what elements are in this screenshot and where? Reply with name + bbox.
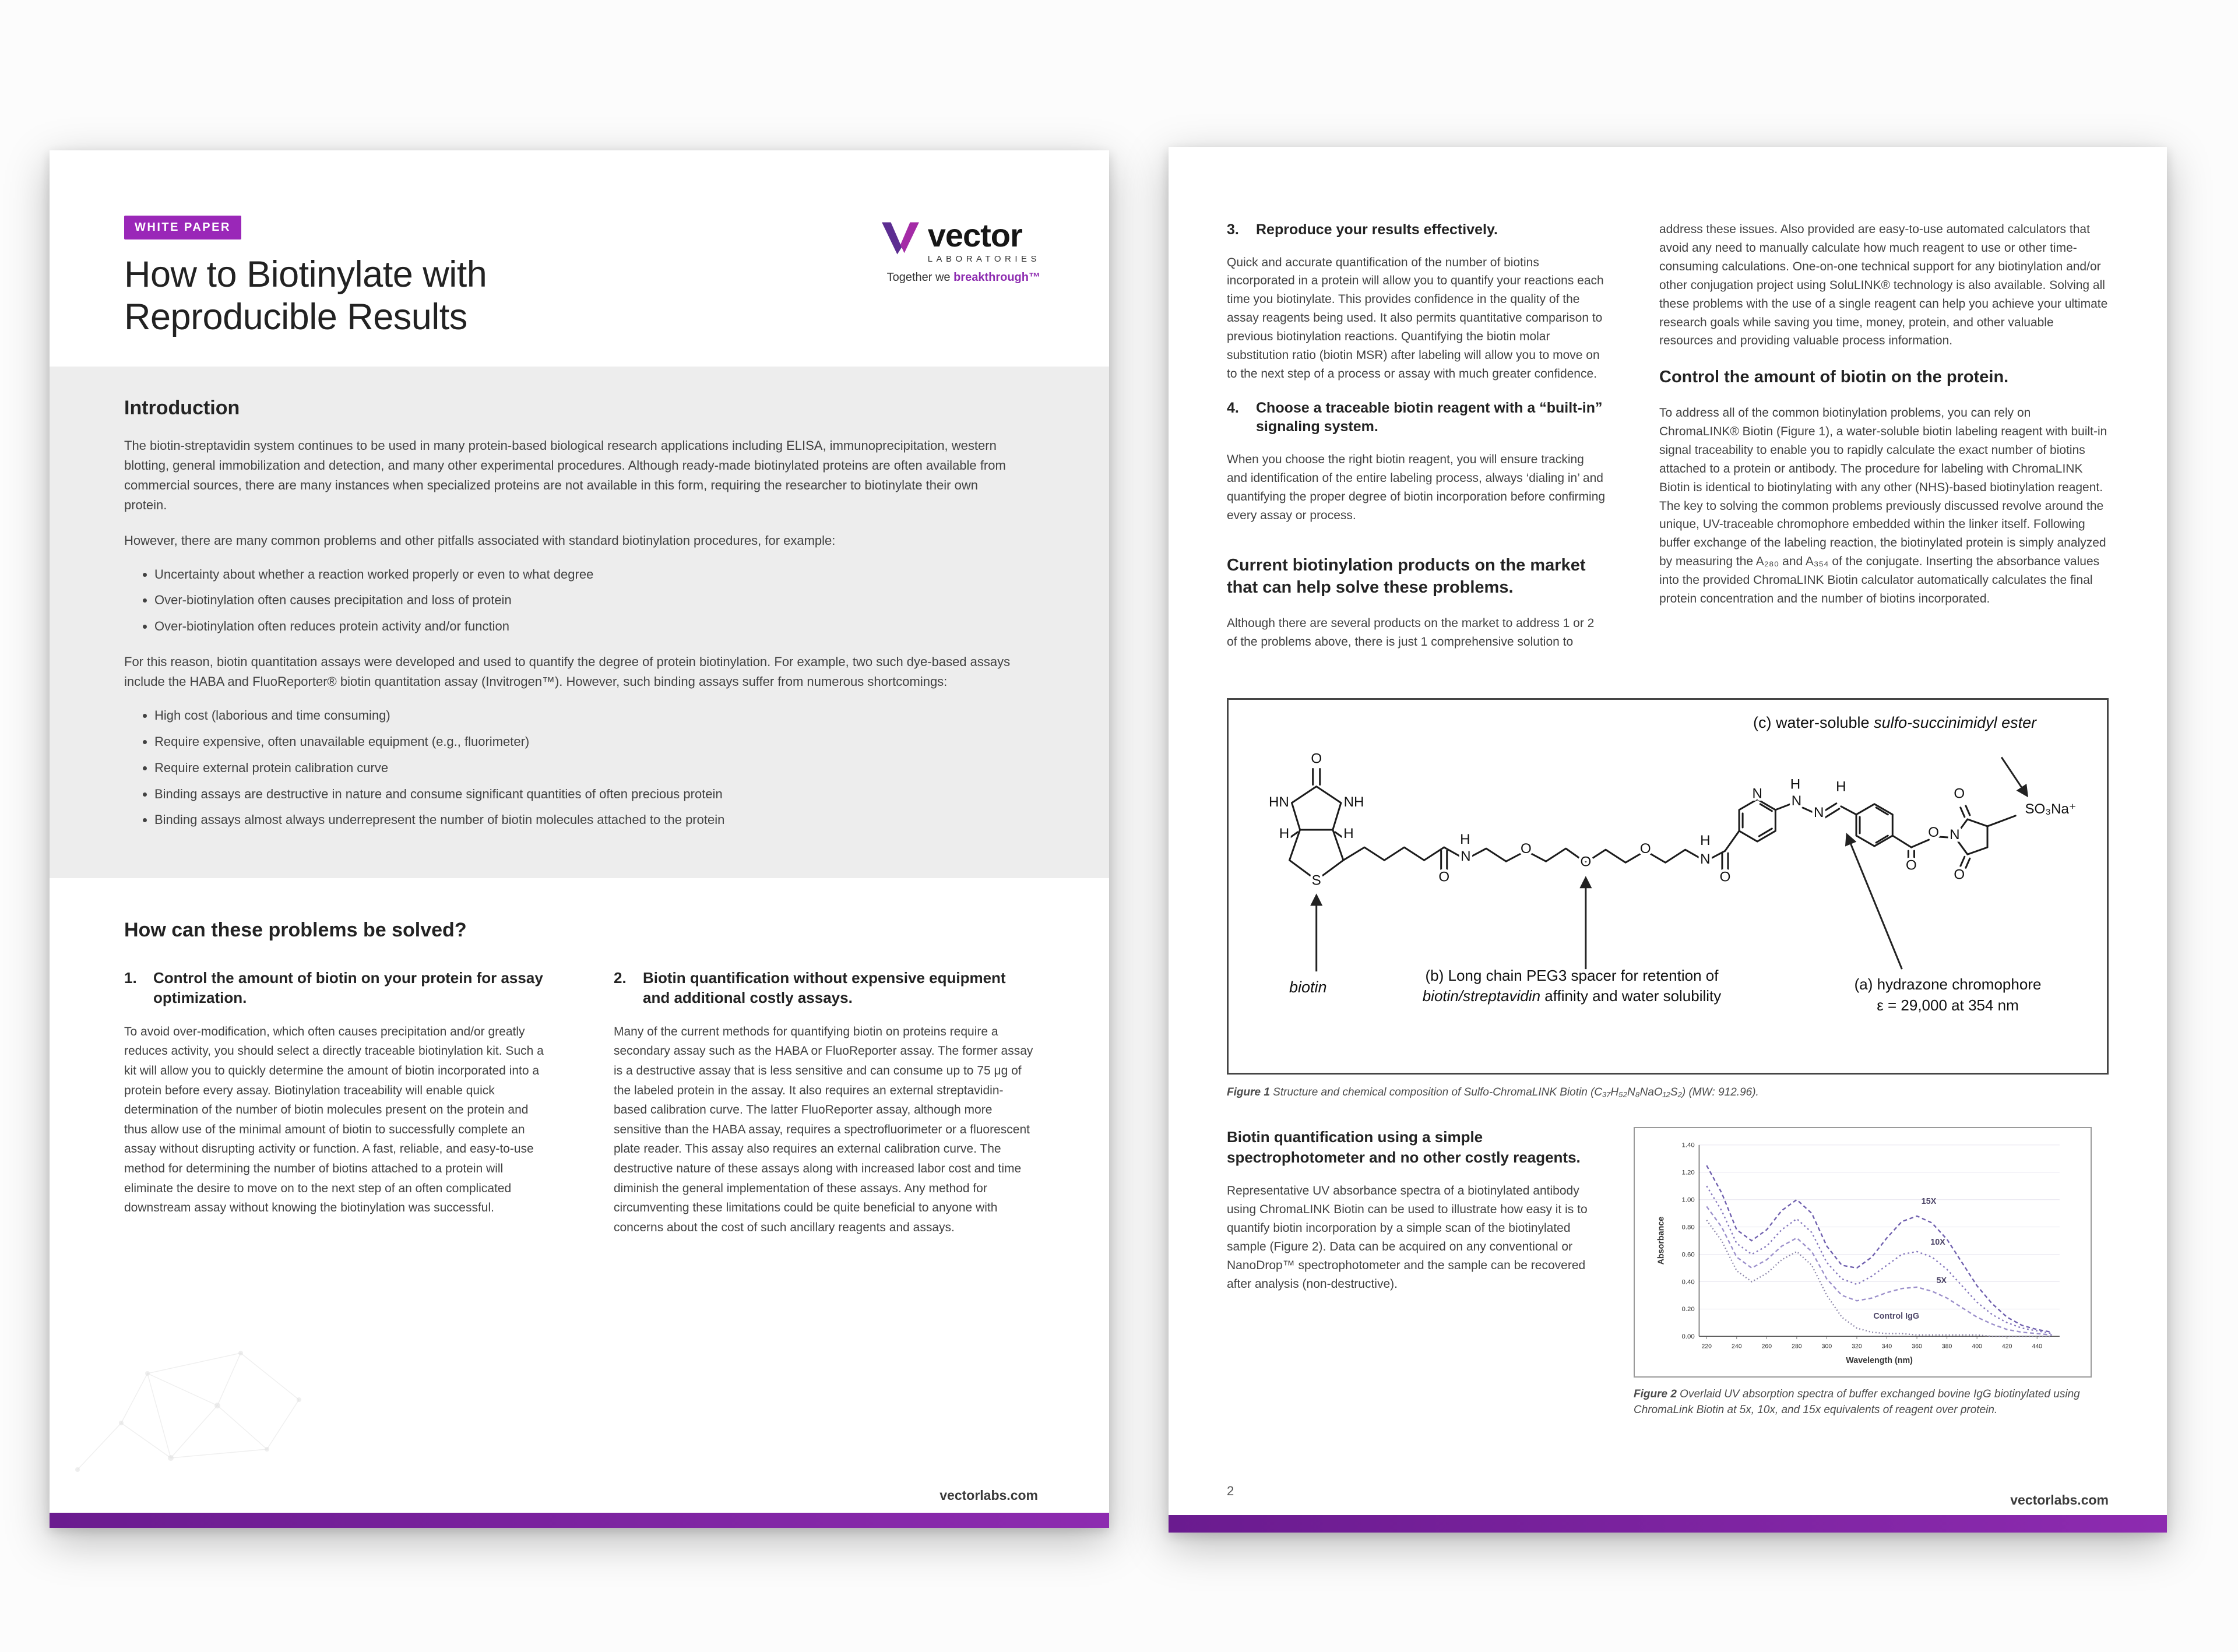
svg-text:O: O	[1954, 866, 1965, 883]
title-block	[124, 216, 695, 339]
svg-text:N: N	[1752, 786, 1762, 802]
solution-1-title: Control the amount of biotin on your protein for assay optimization.	[153, 969, 543, 1006]
annotation-biotin: biotin	[1289, 978, 1327, 996]
svg-text:1.00: 1.00	[1681, 1196, 1695, 1204]
svg-text:N: N	[1791, 792, 1802, 809]
annotation-a-hydrazone	[1821, 974, 2075, 1016]
page2-top-columns	[1169, 147, 2167, 667]
svg-text:H: H	[1343, 825, 1354, 841]
intro-paragraph-3: For this reason, biotin quantitation assays were developed and used to quantify the degree of protein biotinylation. For example, two such dye-based assays include the HABA and FluoReporter® biotin quantitation assay (Invitrogen™). However, such binding assays suffer from numerous shortcomings:	[124, 654, 1011, 689]
svg-text:S: S	[1311, 872, 1321, 889]
page1-header	[50, 150, 1109, 339]
list-item: • Uncertainty about whether a reaction worked properly or even to what degree	[154, 566, 1022, 584]
page2-left-column	[1227, 220, 1606, 667]
svg-text:240: 240	[1732, 1343, 1742, 1350]
page2-bottom-section	[1227, 1127, 2109, 1418]
svg-text:SO₃Na⁺: SO₃Na⁺	[2025, 801, 2077, 817]
market-products-heading: Current biotinylation products on the market that can help solve these problems.	[1227, 556, 1586, 597]
continuation-paragraph: address these issues. Also provided are easy-to-use automated calculators that avoid any need to manually calculate how much reagent to use or other time-consuming calculations. One-on-one technical support for any biotinylation and/or other conjugation project using SoluLINK® technology is also available. Solving all these problems with the use of a single reagent can help you achieve your ultimate research goals while saving you time, money, protein, and other valuable resources and providing valuable process information.	[1659, 223, 2108, 348]
footer-url: vectorlabs.com	[939, 1488, 1038, 1503]
svg-text:N: N	[1950, 826, 1960, 843]
list-item: • Over-biotinylation often reduces protein activity and/or function	[154, 618, 1022, 636]
list-item: • Binding assays almost always underrepresent the number of biotin molecules attached to the protein	[154, 811, 1022, 829]
annotation-b-italic: biotin/streptavidin	[1422, 987, 1541, 1005]
annotation-b-suffix: affinity and water solubility	[1540, 987, 1722, 1005]
annotation-c-italic: sulfo-succinimidyl ester	[1874, 713, 2037, 731]
svg-text:NH: NH	[1343, 794, 1364, 810]
solution-column-1	[124, 968, 545, 1237]
svg-text:O: O	[1954, 786, 1965, 802]
figure-1-structure-box	[1227, 698, 2109, 1075]
figure-1-caption	[1227, 1085, 2109, 1101]
page-number: 2	[1227, 1484, 1234, 1498]
svg-text:1.40: 1.40	[1681, 1142, 1695, 1149]
svg-text:HN: HN	[1268, 794, 1289, 810]
vector-labs-logo	[881, 219, 1040, 284]
list-number: 3.	[1227, 221, 1239, 238]
svg-text:Control IgG: Control IgG	[1873, 1312, 1919, 1322]
svg-text:320: 320	[1852, 1343, 1862, 1350]
quantification-body: Representative UV absorbance spectra of a biotinylated antibody using ChromaLINK Biotin can be used to illustrate how easy it is to quantify biotin incorporation by a simple scan of the biotinylated sample (Figure 2). Data can be acquired on any conventional or NanoDrop™ spectrophotometer and the sample can be recovered after analysis (non-destructive).	[1227, 1184, 1588, 1291]
svg-text:340: 340	[1881, 1343, 1892, 1350]
svg-text:0.00: 0.00	[1681, 1333, 1695, 1341]
figure-2-column	[1634, 1127, 2109, 1418]
intro-paragraph-2: However, there are many common problems and other pitfalls associated with standard biotinylation procedures, for example:	[124, 533, 836, 548]
molecule-atom-labels	[1269, 751, 2077, 888]
svg-text:420: 420	[2001, 1343, 2012, 1350]
svg-text:H: H	[1790, 776, 1801, 792]
solution-1-body: To avoid over-modification, which often causes precipitation and/or greatly reduces activity, you should select a directly traceable biotinylation kit. Such a kit will allow you to quickly determine the amount of biotin incorporated into a protein before every assay. Biotinylation traceability will enable quick determination of the number of biotin molecules present on the protein and thus allow use of the minimal amount of biotin to successfully complete an assay without disrupting activity or function. A fast, reliable, and easy-to-use method for determining the number of biotins attached to a protein will eliminate the desire to move on to the next step of an often complicated downstream assay without knowing the biotinylation was successful.	[124, 1024, 544, 1215]
section-4-title: Choose a traceable biotin reagent with a “built-in” signaling system.	[1256, 399, 1603, 435]
solution-2-body: Many of the current methods for quantifying biotin on proteins require a secondary assay such as the HABA or FluoReporter assay. The former assay is a destructive assay that is less sensitive and can consume up to 75 μg of the labeled protein in the assay. It also requires an external streptavidin-based calibration curve. The latter FluoReporter assay, although more sensitive than the HABA assay, requires a spectrofluorimeter or a fluorescent plate reader. This assay also requires an external calibration curve. The destructive nature of these assays along with increased labor cost and time diminish the general implementation of these assays. Any method for circumventing these limitations could be quite beneficial to anyone with concerns about the cost of such ancillary reagents and assays.	[614, 1024, 1033, 1234]
svg-text:O: O	[1906, 857, 1917, 873]
footer-accent-bar	[1169, 1515, 2167, 1533]
svg-text:0.60: 0.60	[1681, 1251, 1695, 1259]
svg-text:H: H	[1836, 779, 1846, 795]
svg-text:260: 260	[1761, 1343, 1772, 1350]
svg-text:380: 380	[1941, 1343, 1952, 1350]
quantification-column	[1227, 1127, 1600, 1418]
decorative-network-graphic	[66, 1318, 316, 1493]
intro-paragraph-1: The biotin-streptavidin system continues to be used in many protein-based biological research applications including ELISA, immunoprecipitation, western blotting, general immobilization and detection, and many other experimental procedures. Although ready-made biotinylated proteins are often available from commercial sources, there are many instances when specialized proteins are not available in this form, requiring the researcher to biotinylate their own protein.	[124, 438, 1006, 513]
list-item: • High cost (laborious and time consuming)	[154, 707, 1022, 725]
list-item: • Over-biotinylation often causes precipitation and loss of protein	[154, 591, 1022, 610]
svg-text:360: 360	[1912, 1343, 1922, 1350]
svg-text:0.40: 0.40	[1681, 1278, 1695, 1286]
market-products-body: Although there are several products on the market to address 1 or 2 of the problems above, there is just 1 comprehensive solution to	[1227, 616, 1595, 649]
annotation-b-prefix: (b) Long chain PEG3 spacer for retention of	[1425, 966, 1719, 984]
svg-text:H: H	[1279, 825, 1290, 841]
svg-text:H: H	[1460, 831, 1470, 847]
svg-text:O: O	[1580, 853, 1592, 869]
annotation-c-sulfo-ester	[1753, 714, 2036, 732]
svg-text:O: O	[1311, 751, 1322, 767]
annotation-arrows	[1317, 757, 2028, 971]
problems-bullet-list	[124, 566, 1022, 636]
logo-wordmark: vector	[927, 217, 1022, 253]
page2-right-column	[1659, 220, 2109, 667]
list-item: • Binding assays are destructive in nature and consume significant quantities of often precious protein	[154, 786, 1022, 804]
figure-2-chart-box	[1634, 1127, 2092, 1378]
annotation-b-peg-spacer	[1401, 966, 1743, 1006]
figure-1-caption-text: Structure and chemical composition of Sulfo-ChromaLINK Biotin (C₃₇H₅₂N₈NaO₁₂S₂) (MW: 912.96).	[1269, 1086, 1759, 1098]
solution-column-2	[614, 968, 1034, 1237]
svg-text:N: N	[1461, 848, 1471, 864]
svg-text:N: N	[1813, 804, 1824, 820]
figure-2-caption-text: Overlaid UV absorption spectra of buffer exchanged bovine IgG biotinylated using ChromaLink Biotin at 5x, 10x, and 15x equivalents of reagent over protein.	[1634, 1388, 2080, 1416]
control-biotin-heading: Control the amount of biotin on the protein.	[1659, 368, 2009, 387]
svg-text:O: O	[1438, 869, 1450, 885]
svg-text:O: O	[1928, 824, 1939, 840]
tagline-breakthrough: breakthrough™	[953, 271, 1040, 284]
list-number: 4.	[1227, 399, 1239, 416]
svg-text:300: 300	[1821, 1343, 1832, 1350]
whitepaper-page-2	[1169, 147, 2167, 1533]
svg-text:O: O	[1639, 840, 1651, 857]
introduction-heading: Introduction	[124, 397, 240, 420]
svg-text:400: 400	[1972, 1343, 1982, 1350]
tagline-prefix: Together we	[886, 271, 954, 284]
svg-text:15X: 15X	[1921, 1197, 1937, 1207]
svg-text:0.80: 0.80	[1681, 1224, 1695, 1231]
logo-subtext: LABORATORIES	[927, 254, 1040, 264]
svg-text:220: 220	[1701, 1343, 1712, 1350]
control-biotin-body: To address all of the common biotinylation problems, you can rely on ChromaLINK® Biotin (Figure 1), a water-soluble biotin labeling reagent with built-in signal traceability to enable you to rapidly calculate the exact number of biotins attached to a protein or antibody. The procedure for labeling with ChromaLINK Biotin is identical to biotinylating with any other (NHS)-based biotinylation reagent. The key to solving the common problems previously discussed revolve around the unique, UV-traceable chromophore embedded within the linker itself. Following buffer exchange of the labeling reaction, the biotinylated protein is simply analyzed by measuring the A₂₈₀ and A₃₅₄ of the conjugate. Inserting the absorbance values into the provided ChromaLINK Biotin calculator automatically calculates the final protein concentration and the number of biotins incorporated.	[1659, 406, 2107, 606]
list-number: 2.	[614, 969, 627, 987]
quantification-heading: Biotin quantification using a simple spectrophotometer and no other costly reagents.	[1227, 1128, 1581, 1167]
whitepaper-page-1	[50, 150, 1109, 1528]
introduction-section	[50, 367, 1109, 878]
figure-2-caption	[1634, 1387, 2109, 1418]
section-3-title: Reproduce your results effectively.	[1256, 221, 1498, 238]
footer-url: vectorlabs.com	[2010, 1492, 2109, 1507]
solutions-section	[50, 878, 1109, 1237]
annotation-a-line1: (a) hydrazone chromophore	[1854, 975, 2042, 993]
vector-v-logo-icon	[881, 221, 920, 255]
svg-text:H: H	[1700, 832, 1711, 848]
svg-text:N: N	[1700, 851, 1711, 867]
svg-text:Absorbance: Absorbance	[1656, 1217, 1666, 1265]
svg-text:Wavelength (nm): Wavelength (nm)	[1846, 1356, 1913, 1366]
document-title: How to Biotinylate with Reproducible Results	[124, 254, 487, 338]
list-item: • Require expensive, often unavailable equipment (e.g., fluorimeter)	[154, 733, 1022, 751]
svg-text:O: O	[1520, 840, 1532, 857]
uv-spectra-chart	[1637, 1132, 2088, 1376]
svg-text:280: 280	[1792, 1343, 1802, 1350]
section-3-body: Quick and accurate quantification of the number of biotins incorporated in a protein will allow you to quantify your reactions each time you biotinylate. This provides confidence in the quality of the assay reagents being used. It also permits quantitative comparison to previous biotinylation reactions. Quantifying the biotin molar substitution ratio (biotin MSR) after labeling will allow you to move on to the next step of a process or assay with much greater confidence.	[1227, 255, 1604, 381]
svg-text:1.20: 1.20	[1681, 1169, 1695, 1177]
annotation-c-prefix: (c) water-soluble	[1753, 713, 1874, 731]
shortcomings-bullet-list	[124, 707, 1022, 829]
svg-text:0.20: 0.20	[1681, 1306, 1695, 1313]
list-number: 1.	[124, 969, 137, 987]
svg-text:440: 440	[2032, 1343, 2043, 1350]
annotation-a-line2: ε = 29,000 at 354 nm	[1877, 996, 2019, 1015]
svg-text:5X: 5X	[1936, 1276, 1947, 1286]
figure-1-label: Figure 1	[1227, 1086, 1270, 1098]
list-item: • Require external protein calibration curve	[154, 759, 1022, 777]
section-4-body: When you choose the right biotin reagent, you will ensure tracking and identification of the entire labeling process, always ‘dialing in’ and quantifying the proper degree of biotin incorporation before confirming every assay or process.	[1227, 452, 1606, 522]
solution-2-title: Biotin quantification without expensive equipment and additional costly assays.	[643, 969, 1006, 1006]
figure-2-label: Figure 2	[1634, 1388, 1677, 1401]
logo-tagline	[881, 271, 1040, 284]
white-paper-badge: WHITE PAPER	[124, 216, 241, 239]
solutions-heading: How can these problems be solved?	[124, 919, 467, 942]
footer-accent-bar	[50, 1513, 1109, 1528]
svg-text:O: O	[1719, 869, 1731, 885]
svg-text:10X: 10X	[1930, 1238, 1945, 1248]
